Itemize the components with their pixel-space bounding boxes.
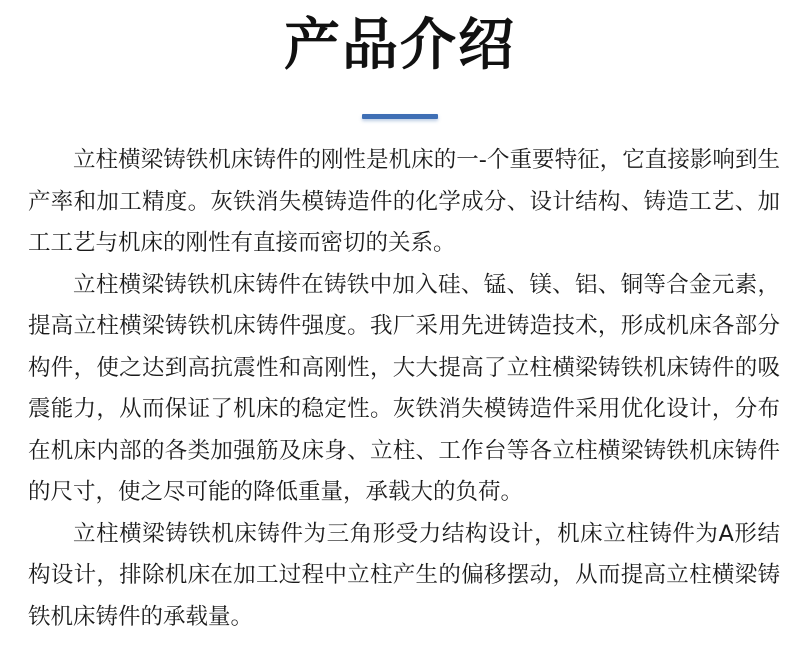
title-divider [362,114,438,119]
article-body [28,140,780,638]
paragraph-alloy-strength: 立柱横梁铸铁机床铸件在铸铁中加入硅、锰、镁、铝、铜等合金元素，提高立柱横梁铸铁机床铸件强度。我厂采用先进铸造技术，形成机床各部分构件，使之达到高抗震性和高刚性，大大提高了立柱横梁铸铁机床铸件的吸震能力，从而保证了机床的稳定性。灰铁消失模铸造件采用优化设计，分布在机床内部的各类加强筋及床身、立柱、工作台等各立柱横梁铸铁机床铸件的尺寸，使之尽可能的降低重量，承载大的负荷。 [28,271,780,505]
page-title: 产品介绍 [284,13,516,78]
paragraph-rigidity: 立柱横梁铸铁机床铸件的刚性是机床的一-个重要特征，它直接影响到生产率和加工精度。灰铁消失模铸造件的化学成分、设计结构、铸造工艺、加工工艺与机床的刚性有直接而密切的关系。 [28,147,780,256]
paragraph-structure-design: 立柱横梁铸铁机床铸件为三角形受力结构设计，机床立柱铸件为A形结构设计，排除机床在加工过程中立柱产生的偏移摆动，从而提高立柱横梁铸铁机床铸件的承载量。 [28,520,780,630]
